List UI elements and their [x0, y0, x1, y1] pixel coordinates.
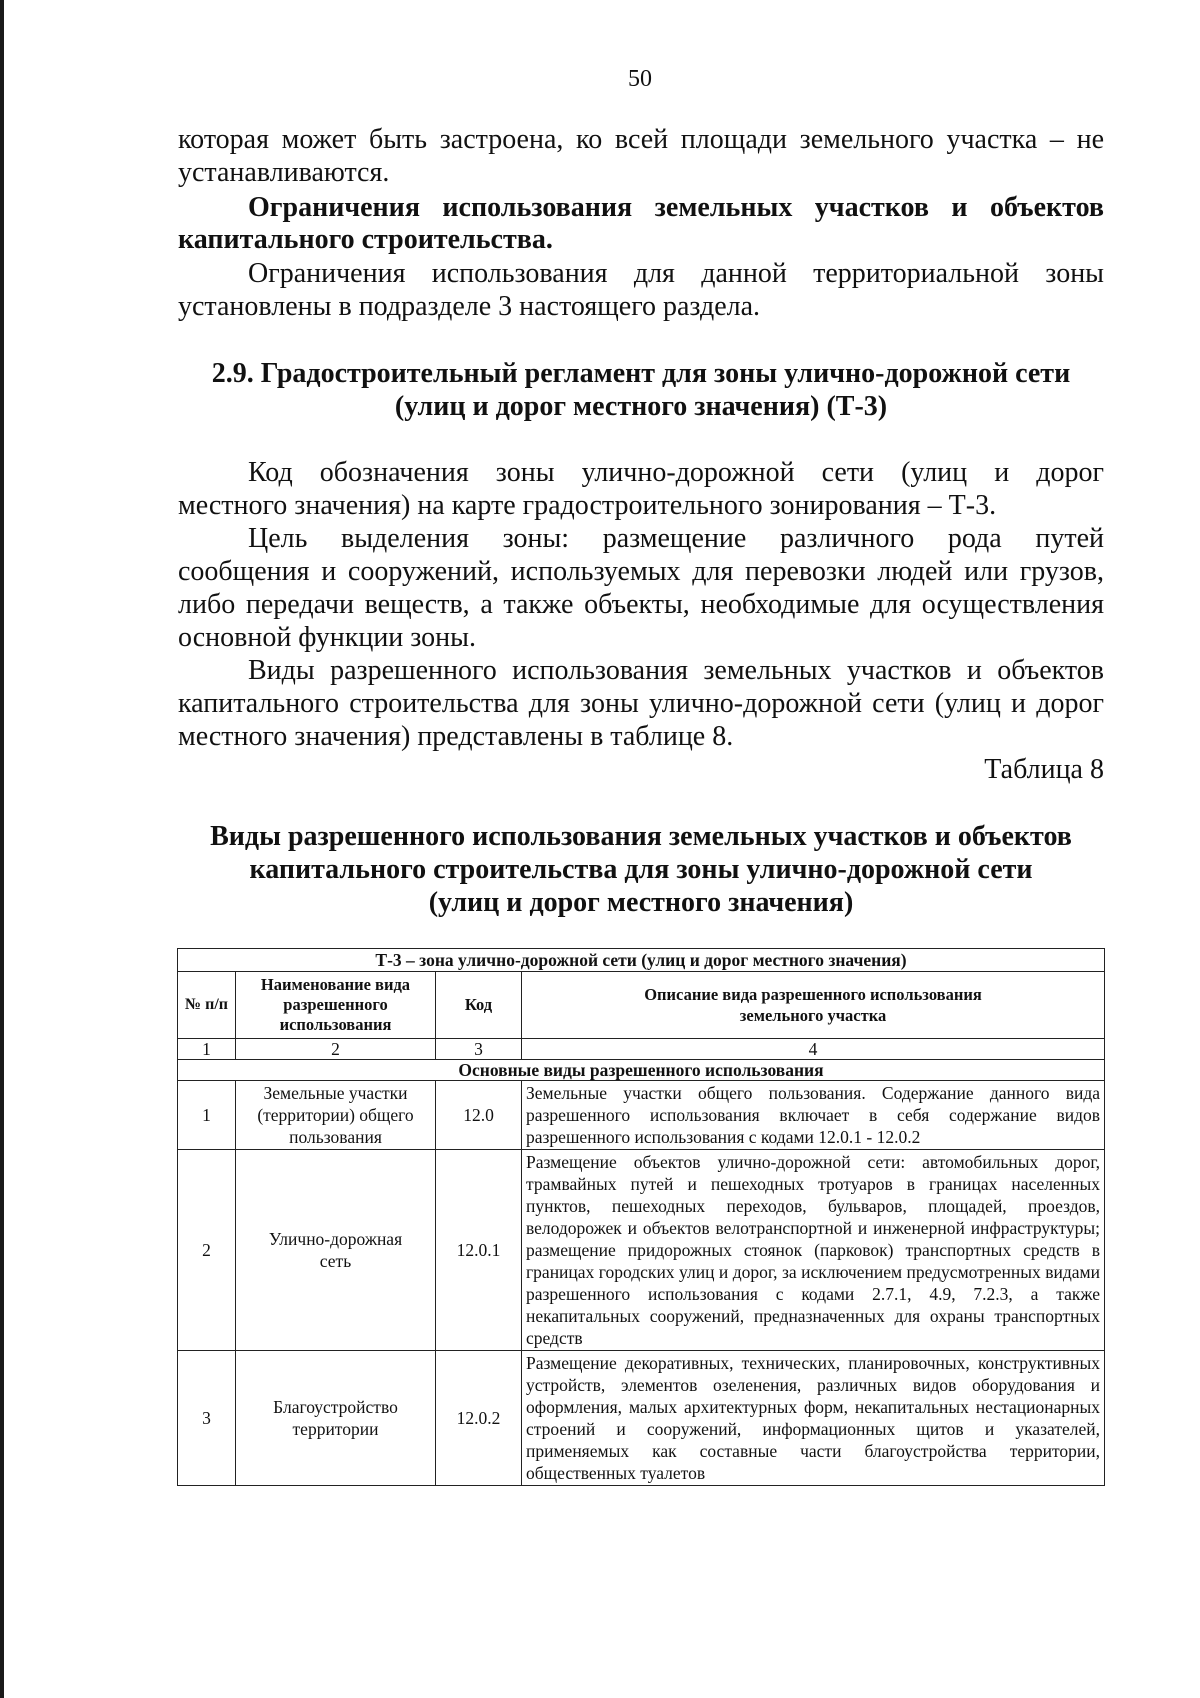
table-row [178, 1081, 1105, 1150]
row-number: 2 [178, 1150, 236, 1351]
row-code: 12.0.1 [436, 1150, 522, 1351]
restrictions-text: Ограничения использования для данной территориальной зоны [248, 258, 1104, 289]
types-paragraph: местного значения) представлены в таблице 8. [178, 721, 734, 752]
row-number: 3 [178, 1351, 236, 1486]
table-title: (улиц и дорог местного значения) [428, 887, 854, 918]
row-description: Земельные участки общего пользования. Содержание данного вида разрешенного использования включает в себя содержание видов разрешенного использования с кодами 12.0.1 - 12.0.2 [522, 1081, 1105, 1150]
column-header-description: Описание вида разрешенного использования земельного участка [522, 972, 1105, 1039]
types-paragraph: Виды разрешенного использования земельных участков и объектов [248, 655, 1104, 686]
column-number: 3 [436, 1039, 522, 1060]
row-description: Размещение объектов улично-дорожной сети: автомобильных дорог, трамвайных путей и пешеходных тротуаров в границах населенных пунктов, пешеходных переходов, бульваров, площадей, проездов, велодорожек и объектов велотранспортной и инженерной инфраструктуры; размещение придорожных стоянок (парковок) транспортных средств в границах городских улиц и дорог, за исключением предусмотренных видами разрешенного использования с кодами 2.7.1, 4.9, 7.2.3, а также некапитальных сооружений, предназначенных для охраны транспортных средств [522, 1150, 1105, 1351]
row-use-name: Улично-дорожная сеть [236, 1150, 436, 1351]
column-number: 1 [178, 1039, 236, 1060]
restrictions-text: установлены в подразделе 3 настоящего раздела. [178, 291, 761, 322]
restrictions-heading: Ограничения использования земельных участков и объектов [248, 192, 1104, 223]
column-number: 4 [522, 1039, 1105, 1060]
page-number: 50 [628, 66, 652, 92]
section-title: (улиц и дорог местного значения) (Т-3) [394, 391, 888, 422]
code-paragraph: Код обозначения зоны улично-дорожной сети (улиц и дорог [248, 457, 1104, 488]
row-code: 12.0.2 [436, 1351, 522, 1486]
table-header-row [178, 972, 1105, 1039]
table-column-number-row [178, 1039, 1105, 1060]
column-header-number: № п/п [178, 972, 236, 1039]
table-row [178, 1150, 1105, 1351]
scan-edge [0, 0, 4, 1698]
goal-paragraph: Цель выделения зоны: размещение различного рода путей [248, 523, 1104, 554]
restrictions-heading: капитального строительства. [178, 224, 553, 255]
row-use-name: Земельные участки (территории) общего пользования [236, 1081, 436, 1150]
row-use-name: Благоустройство территории [236, 1351, 436, 1486]
column-header-name: Наименование вида разрешенного использования [236, 972, 436, 1039]
paragraph-line: которая может быть застроена, ко всей площади земельного участка – не [178, 124, 1104, 155]
table-group-header-row [178, 1060, 1105, 1081]
goal-paragraph: основной функции зоны. [178, 622, 476, 653]
table-title: капитального строительства для зоны улично-дорожной сети [249, 854, 1033, 885]
goal-paragraph: сообщения и сооружений, используемых для перевозки людей или грузов, [178, 556, 1104, 587]
goal-paragraph: либо передачи веществ, а также объекты, необходимые для осуществления [178, 589, 1104, 620]
table-zone-header-row [178, 949, 1105, 972]
row-description: Размещение декоративных, технических, планировочных, конструктивных устройств, элементов озеленения, различных видов оборудования и оформления, малых архитектурных форм, некапитальных нестационарных строений и сооружений, информационных щитов и указателей, применяемых как составные части благоустройства территории, общественных туалетов [522, 1351, 1105, 1486]
permitted-use-table [177, 948, 1105, 1486]
table-title: Виды разрешенного использования земельных участков и объектов [210, 821, 1072, 852]
code-paragraph: местного значения) на карте градостроительного зонирования – Т-3. [178, 490, 997, 521]
paragraph-line: устанавливаются. [178, 157, 390, 188]
column-number: 2 [236, 1039, 436, 1060]
types-paragraph: капитального строительства для зоны улично-дорожной сети (улиц и дорог [178, 688, 1104, 719]
table-label: Таблица 8 [984, 754, 1104, 785]
section-title: 2.9. Градостроительный регламент для зоны улично-дорожной сети [211, 358, 1071, 389]
table-row [178, 1351, 1105, 1486]
row-number: 1 [178, 1081, 236, 1150]
group-header: Основные виды разрешенного использования [178, 1060, 1105, 1081]
column-header-code: Код [436, 972, 522, 1039]
zone-header: Т-3 – зона улично-дорожной сети (улиц и дорог местного значения) [178, 949, 1105, 972]
row-code: 12.0 [436, 1081, 522, 1150]
